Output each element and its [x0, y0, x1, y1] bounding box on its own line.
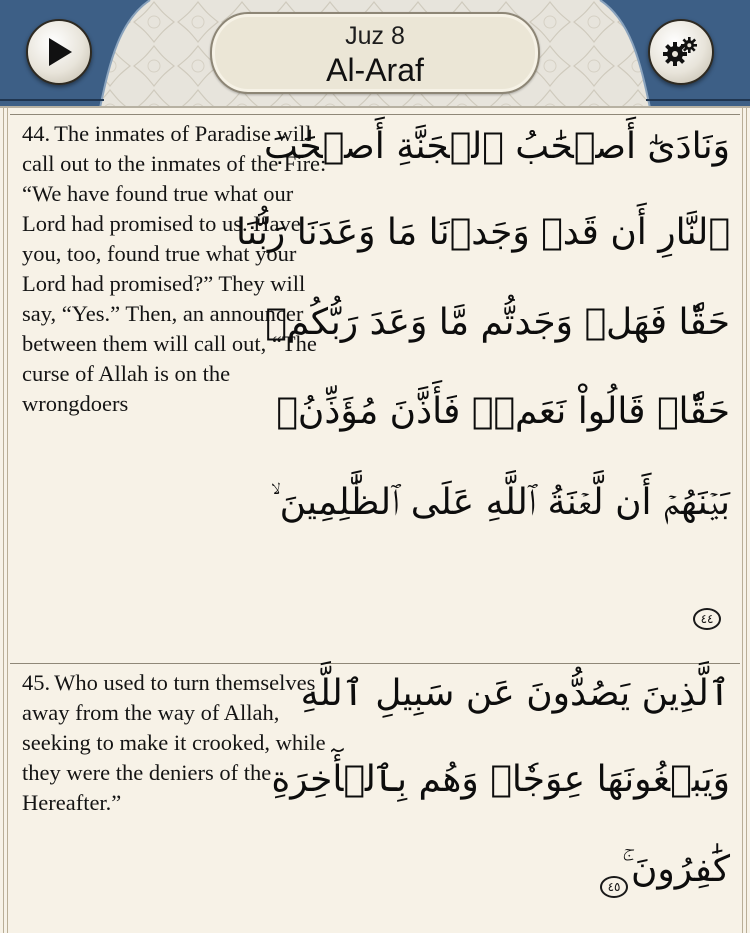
arabic-line: ٱلَّذِينَ يَصُدُّونَ عَن سَبِيلِ ٱللَّهِ — [300, 673, 730, 714]
verse-number: 45. — [22, 670, 51, 695]
arabic-line: حَقّٗا فَهَلۡ وَجَدتُّم مَّا وَعَدَ رَبُّكُمۡ — [265, 302, 730, 343]
verse-divider — [10, 663, 740, 664]
surah-title: Al-Araf — [326, 52, 424, 88]
play-icon — [44, 36, 74, 68]
verse-item[interactable] — [10, 663, 740, 933]
verse-number: 44. — [22, 121, 51, 146]
settings-button[interactable] — [648, 19, 714, 85]
arabic-line: وَيَبۡغُونَهَا عِوَجٗاۚ وَهُم بِٱلۡأٓخِرَةِ — [271, 759, 730, 800]
arabic-line: حَقّٗاۖ قَالُواْ نَعَمۡۚ فَأَذَّنَ مُؤَذِّنُۢ — [276, 391, 730, 432]
translation-text: Who used to turn themselves away from the way of Allah, seeking to make it crooked, while they were the deniers of the Hereafter.” — [22, 670, 326, 815]
verse-item[interactable] — [10, 114, 740, 658]
arabic-line: بَيۡنَهُمۡ أَن لَّعۡنَةُ ٱللَّهِ عَلَى ٱلظَّٰلِمِينَ ۙ — [270, 482, 730, 523]
arabic-line: كَٰفِرُونَ ۚ — [621, 849, 730, 890]
right-page-border — [740, 108, 750, 933]
arabic-line: ٱلنَّارِ أَن قَدۡ وَجَدۡنَا مَا وَعَدَنَا رَبُّنَا — [236, 212, 730, 253]
left-page-border — [0, 108, 10, 933]
verse-divider — [10, 114, 740, 115]
ayah-number-marker: ٤٥ — [600, 876, 628, 898]
juz-label: Juz 8 — [345, 22, 405, 50]
arabic-line: وَنَادَىٰٓ أَصۡحَٰبُ ٱلۡجَنَّةِ أَصۡحَٰبَ — [263, 126, 730, 167]
title-plate — [210, 12, 540, 94]
verse-list[interactable] — [0, 108, 750, 933]
app-header — [0, 0, 750, 108]
ayah-number-marker: ٤٤ — [693, 608, 721, 630]
play-button[interactable] — [26, 19, 92, 85]
translation-text: The inmates of Paradise will call out to the inmates of the Fire: “We have found true what our Lord had promised to us. Have you, too, found true what your Lord had promised?” They will say, “Yes.” Then, an announcer between them will call out, “The curse of Allah is on the wrongdoers — [22, 121, 327, 416]
gear-icon — [661, 34, 701, 70]
